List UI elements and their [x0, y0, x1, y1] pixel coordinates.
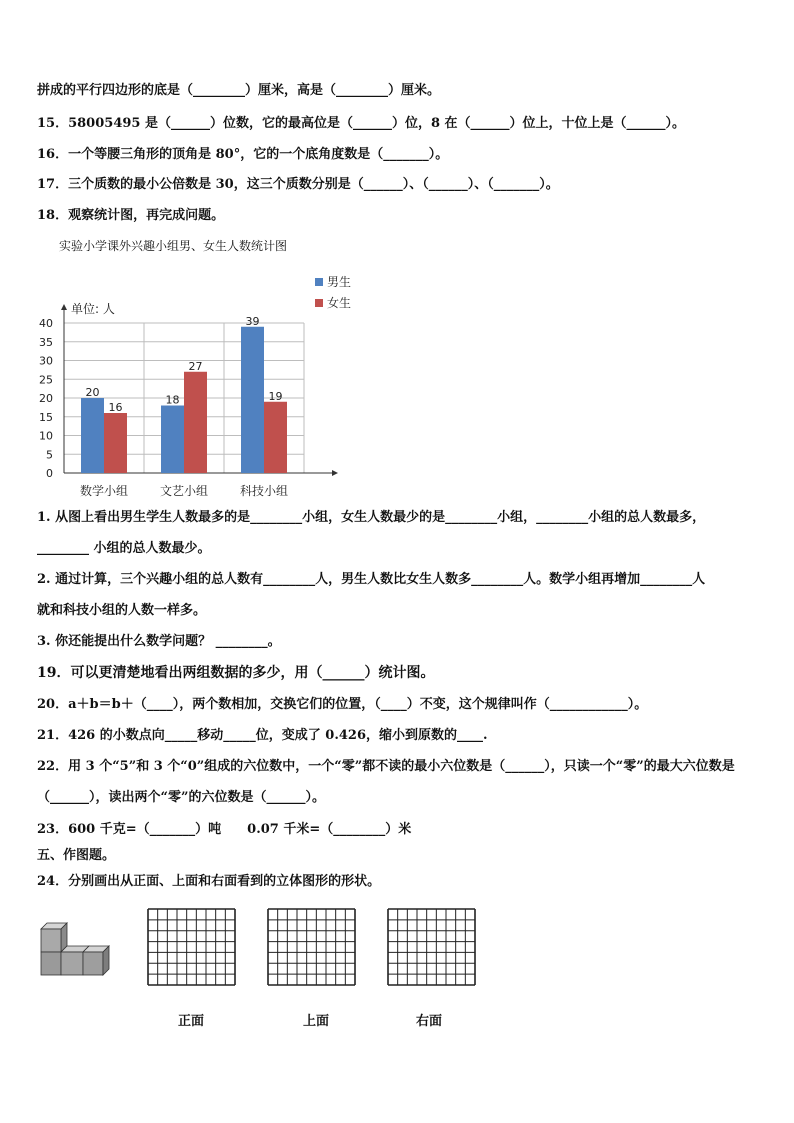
top-view-label: 上面	[303, 1014, 330, 1029]
category-label: 科技小组	[239, 484, 289, 498]
legend-swatch	[315, 299, 323, 307]
y-tick-label: 0	[46, 467, 53, 480]
question-20: 20．a＋b＝b＋（____），两个数相加，交换它们的位置，（____）不变，这个规律叫作（____________）。	[37, 697, 648, 712]
legend-swatch	[315, 278, 323, 286]
q14-continued: 拼成的平行四边形的底是（________）厘米，高是（________）厘米。	[37, 83, 441, 98]
question-18: 18．观察统计图，再完成问题。	[37, 208, 225, 223]
question-18-2b: 就和科技小组的人数一样多。	[37, 603, 207, 618]
legend-label: 男生	[327, 275, 352, 289]
chart-bars	[81, 315, 287, 473]
bar-value-label: 16	[108, 401, 123, 414]
question-18-3: 3. 你还能提出什么数学问题？ ________。	[37, 634, 281, 649]
bar-boys	[161, 406, 184, 474]
front-view-label: 正面	[178, 1014, 205, 1029]
category-label: 文艺小组	[159, 484, 209, 498]
question-15: 15．58005495 是（______）位数，它的最高位是（______）位，8 在（______）位上，十位上是（______）。	[37, 116, 686, 131]
chart-legend	[315, 274, 351, 310]
y-tick-label: 10	[39, 429, 53, 443]
chart-categories	[80, 483, 288, 498]
question-18-1b: ________ 小组的总人数最少。	[37, 541, 211, 556]
bar-value-label: 39	[245, 314, 260, 328]
bar-boys	[241, 327, 264, 473]
question-21: 21．426 的小数点向_____移动_____位，变成了 0.426，缩小到原数的____.	[37, 728, 488, 743]
question-23: 23．600 千克=（_______）吨 0.07 千米=（________）米	[37, 822, 412, 837]
y-axis-arrow	[61, 304, 67, 310]
bar-value-label: 19	[268, 389, 283, 403]
y-tick-label: 5	[46, 448, 53, 462]
question-19: 19．可以更清楚地看出两组数据的多少，用（______）统计图。	[37, 665, 435, 681]
bar-value-label: 20	[85, 386, 100, 399]
bar-value-label: 27	[188, 359, 203, 373]
question-16: 16．一个等腰三角形的顶角是 80°，它的一个底角度数是（_______）。	[37, 147, 449, 162]
question-17: 17．三个质数的最小公倍数是 30，这三个质数分别是（______）、（______）、（_______）。	[37, 177, 559, 192]
x-axis-arrow	[332, 470, 338, 476]
right-view-grid[interactable]	[387, 908, 476, 986]
top-view-grid[interactable]	[267, 908, 356, 986]
bar-girls	[264, 402, 287, 473]
legend-label: 女生	[327, 296, 352, 310]
chart-title: 实验小学课外兴趣小组男、女生人数统计图	[59, 239, 288, 253]
bar-chart	[28, 268, 368, 508]
y-tick-label: 30	[39, 354, 53, 368]
y-tick-label: 35	[39, 335, 53, 349]
y-tick-label: 40	[39, 317, 53, 330]
y-tick-label: 25	[39, 373, 53, 387]
right-view-label: 右面	[416, 1014, 443, 1029]
bar-girls	[184, 372, 207, 473]
cube-figure	[38, 918, 118, 978]
section-5-heading: 五、作图题。	[37, 848, 116, 863]
chart-y-ticks	[39, 317, 53, 480]
question-22a: 22．用 3 个“5”和 3 个“0”组成的六位数中，一个“零”都不读的最小六位数是（______），只读一个“零”的最大六位数是	[37, 759, 735, 774]
question-24: 24．分别画出从正面、上面和右面看到的立体图形的形状。	[37, 874, 381, 889]
question-18-2a: 2. 通过计算，三个兴趣小组的总人数有________人，男生人数比女生人数多________人。数学小组再增加________人	[37, 572, 706, 587]
bar-girls	[104, 413, 127, 473]
question-22b: （______），读出两个“零”的六位数是（______）。	[37, 790, 325, 805]
question-18-1a: 1. 从图上看出男生学生人数最多的是________小组，女生人数最少的是________小组，________小组的总人数最多，	[37, 510, 706, 525]
category-label: 数学小组	[79, 484, 129, 498]
bar-boys	[81, 398, 104, 473]
chart-ylabel: 单位: 人	[71, 302, 115, 316]
y-tick-label: 20	[39, 392, 53, 405]
bar-value-label: 18	[165, 393, 180, 407]
y-tick-label: 15	[39, 410, 53, 424]
front-view-grid[interactable]	[147, 908, 236, 986]
